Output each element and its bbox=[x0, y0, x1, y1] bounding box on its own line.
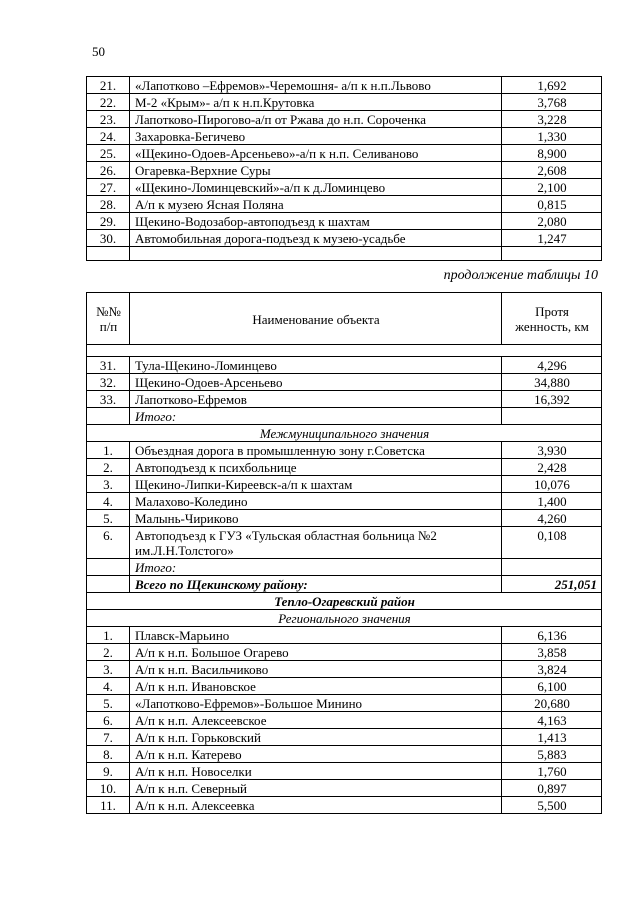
section-regional: Регионального значения bbox=[87, 610, 602, 627]
rows-a bbox=[87, 357, 602, 408]
table-row bbox=[87, 493, 602, 510]
row-number: 1. bbox=[87, 627, 130, 644]
row-name: Огаревка-Верхние Суры bbox=[130, 162, 502, 179]
table-row bbox=[87, 442, 602, 459]
row-length: 2,428 bbox=[502, 459, 602, 476]
row-length: 20,680 bbox=[502, 695, 602, 712]
row-length: 8,900 bbox=[502, 145, 602, 162]
itogo-row bbox=[87, 559, 602, 576]
itogo-value-cell bbox=[502, 559, 602, 576]
table-row bbox=[87, 527, 602, 559]
row-name: Захаровка-Бегичево bbox=[130, 128, 502, 145]
row-name: Щекино-Одоев-Арсеньево bbox=[130, 374, 502, 391]
section-row-intermunicipal bbox=[87, 425, 602, 442]
row-name: Малынь-Чириково bbox=[130, 510, 502, 527]
row-number: 11. bbox=[87, 797, 130, 814]
table-row bbox=[87, 179, 602, 196]
table-row bbox=[87, 357, 602, 374]
row-number: 8. bbox=[87, 746, 130, 763]
table-row bbox=[87, 213, 602, 230]
row-name: Автоподъезд к психбольнице bbox=[130, 459, 502, 476]
rows-b bbox=[87, 442, 602, 559]
row-number: 9. bbox=[87, 763, 130, 780]
row-name: А/п к н.п. Катерево bbox=[130, 746, 502, 763]
row-number: 24. bbox=[87, 128, 130, 145]
table-continuation-caption: продолжение таблицы 10 bbox=[443, 268, 598, 283]
rows-c bbox=[87, 627, 602, 814]
row-name: «Щекино-Одоев-Арсеньево»-а/п к н.п. Селиваново bbox=[130, 145, 502, 162]
row-length: 1,247 bbox=[502, 230, 602, 247]
table-row bbox=[87, 459, 602, 476]
row-number: 27. bbox=[87, 179, 130, 196]
table-row bbox=[87, 162, 602, 179]
row-number: 5. bbox=[87, 510, 130, 527]
table-row bbox=[87, 695, 602, 712]
row-number: 6. bbox=[87, 712, 130, 729]
table-row bbox=[87, 712, 602, 729]
header-num: №№ п/п bbox=[87, 293, 130, 345]
road-table-top bbox=[86, 76, 602, 261]
row-length: 5,500 bbox=[502, 797, 602, 814]
itogo-label: Итого: bbox=[130, 559, 502, 576]
row-length: 3,858 bbox=[502, 644, 602, 661]
section-intermunicipal: Межмуниципального значения bbox=[87, 425, 602, 442]
row-number: 22. bbox=[87, 94, 130, 111]
table-row bbox=[87, 145, 602, 162]
row-number: 3. bbox=[87, 661, 130, 678]
row-number: 6. bbox=[87, 527, 130, 559]
row-name: А/п к н.п. Ивановское bbox=[130, 678, 502, 695]
row-name: Щекино-Липки-Киреевск-а/п к шахтам bbox=[130, 476, 502, 493]
row-length: 0,108 bbox=[502, 527, 602, 559]
row-name: Лапотково-Ефремов bbox=[130, 391, 502, 408]
row-length: 1,692 bbox=[502, 77, 602, 94]
row-name: М-2 «Крым»- а/п к н.п.Крутовка bbox=[130, 94, 502, 111]
table-row bbox=[87, 780, 602, 797]
row-number: 33. bbox=[87, 391, 130, 408]
table-row bbox=[87, 746, 602, 763]
row-name: А/п к н.п. Алексеевское bbox=[130, 712, 502, 729]
row-number: 21. bbox=[87, 77, 130, 94]
row-name: Автоподъезд к ГУЗ «Тульская областная больница №2 им.Л.Н.Толстого» bbox=[130, 527, 502, 559]
header-length: Протя женность, км bbox=[502, 293, 602, 345]
row-number: 29. bbox=[87, 213, 130, 230]
road-table-main bbox=[86, 292, 602, 814]
table-row bbox=[87, 476, 602, 493]
table-row bbox=[87, 729, 602, 746]
row-number: 7. bbox=[87, 729, 130, 746]
row-name: Автомобильная дорога-подъезд к музею-усадьбе bbox=[130, 230, 502, 247]
row-number: 26. bbox=[87, 162, 130, 179]
row-number: 23. bbox=[87, 111, 130, 128]
row-name: «Щекино-Ломинцевский»-а/п к д.Ломинцево bbox=[130, 179, 502, 196]
table-row bbox=[87, 77, 602, 94]
table-row bbox=[87, 196, 602, 213]
row-length: 1,413 bbox=[502, 729, 602, 746]
itogo-row bbox=[87, 408, 602, 425]
row-number: 28. bbox=[87, 196, 130, 213]
section-row-regional bbox=[87, 610, 602, 627]
row-length: 5,883 bbox=[502, 746, 602, 763]
itogo-num-cell bbox=[87, 559, 130, 576]
row-name: А/п к н.п. Северный bbox=[130, 780, 502, 797]
row-name: «Лапотково –Ефремов»-Черемошня- а/п к н.п.Львово bbox=[130, 77, 502, 94]
table-header-row bbox=[87, 293, 602, 345]
itogo-num-cell bbox=[87, 408, 130, 425]
table-row bbox=[87, 128, 602, 145]
total-value: 251,051 bbox=[502, 576, 602, 593]
row-number: 5. bbox=[87, 695, 130, 712]
row-number: 2. bbox=[87, 459, 130, 476]
row-number: 4. bbox=[87, 493, 130, 510]
empty-cell bbox=[502, 247, 602, 261]
row-length: 0,897 bbox=[502, 780, 602, 797]
row-length: 4,296 bbox=[502, 357, 602, 374]
row-name: Плавск-Марьино bbox=[130, 627, 502, 644]
total-label: Всего по Щекинскому району: bbox=[130, 576, 502, 593]
road-table-top-body bbox=[87, 77, 602, 261]
row-name: Лапотково-Пирогово-а/п от Ржава до н.п. Сороченка bbox=[130, 111, 502, 128]
table-row bbox=[87, 797, 602, 814]
row-length: 4,260 bbox=[502, 510, 602, 527]
row-number: 10. bbox=[87, 780, 130, 797]
row-length: 2,100 bbox=[502, 179, 602, 196]
row-number: 32. bbox=[87, 374, 130, 391]
row-name: А/п к н.п. Алексеевка bbox=[130, 797, 502, 814]
row-number: 2. bbox=[87, 644, 130, 661]
row-length: 4,163 bbox=[502, 712, 602, 729]
row-length: 2,080 bbox=[502, 213, 602, 230]
row-length: 0,815 bbox=[502, 196, 602, 213]
empty-cell bbox=[130, 247, 502, 261]
empty-row bbox=[87, 247, 602, 261]
row-number: 30. bbox=[87, 230, 130, 247]
row-name: А/п к н.п. Васильчиково bbox=[130, 661, 502, 678]
row-name: А/п к н.п. Новоселки bbox=[130, 763, 502, 780]
table-row bbox=[87, 678, 602, 695]
itogo-value-cell bbox=[502, 408, 602, 425]
row-length: 6,100 bbox=[502, 678, 602, 695]
district-title: Тепло-Огаревский район bbox=[87, 593, 602, 610]
table-row bbox=[87, 230, 602, 247]
row-length: 16,392 bbox=[502, 391, 602, 408]
row-length: 3,768 bbox=[502, 94, 602, 111]
row-name: Тула-Щекино-Ломинцево bbox=[130, 357, 502, 374]
row-name: Малахово-Коледино bbox=[130, 493, 502, 510]
table-row bbox=[87, 661, 602, 678]
row-number: 31. bbox=[87, 357, 130, 374]
row-length: 34,880 bbox=[502, 374, 602, 391]
table-row bbox=[87, 94, 602, 111]
row-length: 3,930 bbox=[502, 442, 602, 459]
row-name: А/п к н.п. Большое Огарево bbox=[130, 644, 502, 661]
row-name: «Лапотково-Ефремов»-Большое Минино bbox=[130, 695, 502, 712]
row-name: А/п к музею Ясная Поляна bbox=[130, 196, 502, 213]
table-row bbox=[87, 510, 602, 527]
row-number: 3. bbox=[87, 476, 130, 493]
header-name: Наименование объекта bbox=[130, 293, 502, 345]
row-number: 4. bbox=[87, 678, 130, 695]
spacer-row bbox=[87, 345, 602, 357]
table-row bbox=[87, 763, 602, 780]
row-length: 2,608 bbox=[502, 162, 602, 179]
page-number: 50 bbox=[92, 44, 105, 59]
table-row bbox=[87, 644, 602, 661]
row-length: 1,400 bbox=[502, 493, 602, 510]
row-name: Объездная дорога в промышленную зону г.Советска bbox=[130, 442, 502, 459]
table-row bbox=[87, 374, 602, 391]
row-name: А/п к н.п. Горьковский bbox=[130, 729, 502, 746]
table-row bbox=[87, 111, 602, 128]
row-number: 25. bbox=[87, 145, 130, 162]
row-length: 1,760 bbox=[502, 763, 602, 780]
row-length: 3,824 bbox=[502, 661, 602, 678]
itogo-label: Итого: bbox=[130, 408, 502, 425]
row-length: 1,330 bbox=[502, 128, 602, 145]
table-row bbox=[87, 627, 602, 644]
row-length: 6,136 bbox=[502, 627, 602, 644]
row-length: 10,076 bbox=[502, 476, 602, 493]
row-length: 3,228 bbox=[502, 111, 602, 128]
row-number: 1. bbox=[87, 442, 130, 459]
row-name: Щекино-Водозабор-автоподъезд к шахтам bbox=[130, 213, 502, 230]
total-num-cell bbox=[87, 576, 130, 593]
empty-cell bbox=[87, 247, 130, 261]
total-row bbox=[87, 576, 602, 593]
table-row bbox=[87, 391, 602, 408]
district-row bbox=[87, 593, 602, 610]
